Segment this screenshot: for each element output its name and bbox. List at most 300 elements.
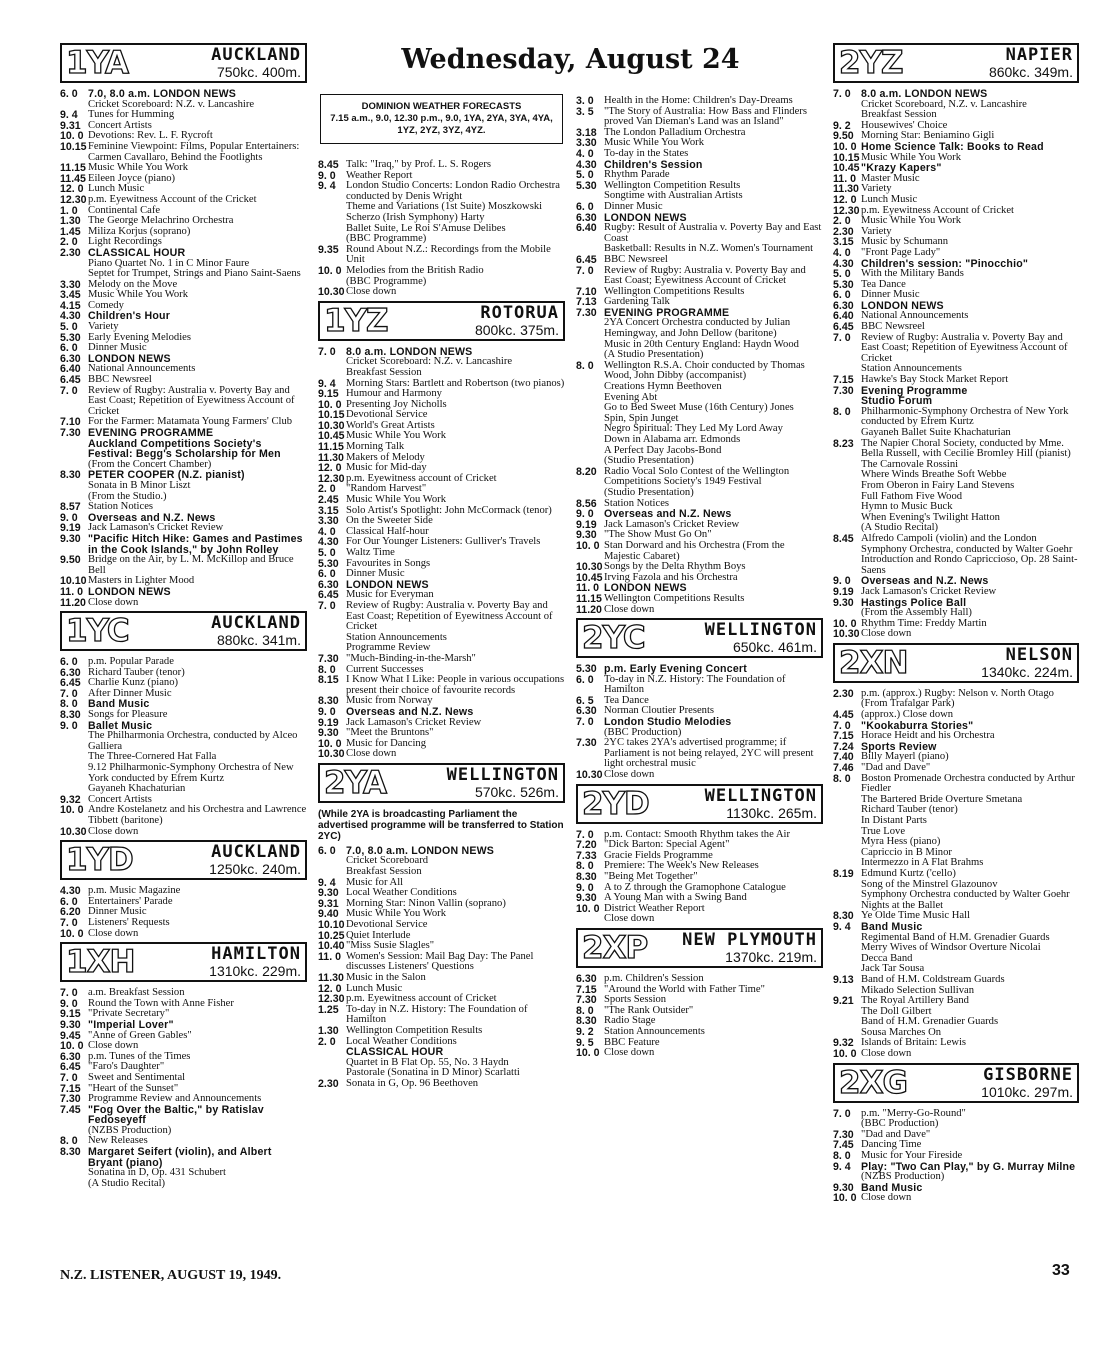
schedule-time [833, 470, 861, 481]
station-frequency: 1250kc. 240m. [209, 861, 301, 878]
schedule-time: 12.30 [833, 204, 860, 217]
schedule-row [60, 555, 307, 576]
schedule-time: 10.30 [833, 628, 860, 641]
schedule-row [318, 548, 565, 559]
schedule-programme: Band Music [861, 920, 923, 933]
schedule-row [318, 1026, 565, 1037]
schedule-time: 3.45 [60, 289, 81, 302]
schedule-time: 6. 0 [576, 200, 594, 213]
schedule-programme: Philharmonic-Symphony Orchestra of New York conducted by Efrem Kurtz [861, 405, 1069, 428]
schedule-programme: Jack Lamason's Cricket Review [346, 716, 482, 728]
schedule-programme: World's Great Artists [346, 419, 435, 431]
schedule-time: 9. 0 [833, 575, 851, 588]
station-note: (While 2YA is broadcasting Parliament the advertised programme will be transferred to Station 2YC) [318, 808, 564, 842]
schedule-programme: Melodies from the British Radio [346, 264, 484, 276]
schedule-programme: Music for Mid-day [346, 462, 427, 474]
schedule-time: 9. 5 [576, 1036, 594, 1049]
schedule-time: 8.30 [833, 910, 854, 923]
schedule-time: 9. 4 [60, 109, 78, 122]
weather-title: DOMINION WEATHER FORECASTS [361, 101, 522, 112]
schedule-time [833, 954, 861, 965]
schedule-time: 7.15 [833, 730, 854, 743]
schedule-time: 12. 0 [318, 982, 342, 995]
schedule-time: 5. 0 [833, 268, 851, 281]
schedule-programme: (BBC Programme) [346, 275, 427, 287]
schedule-programme: (From the Concert Chamber) [88, 458, 212, 470]
schedule-programme: Local Weather Conditions [346, 1035, 457, 1047]
footer-issue: N.Z. LISTENER, AUGUST 19, 1949. [60, 1268, 282, 1283]
schedule-row [60, 1073, 307, 1084]
schedule-programme: Quartet in B Flat Op. 55, No. 3 Haydn [346, 1056, 509, 1068]
schedule-programme: To-day in N.Z. History: The Foundation of Hamilton [604, 673, 786, 696]
schedule-time: 5.30 [318, 557, 339, 570]
schedule-time: 3.18 [576, 126, 597, 139]
schedule-time: 8. 0 [60, 698, 78, 711]
schedule-programme: Lunch Music [346, 982, 403, 994]
station-city: NAPIER [1005, 45, 1073, 65]
schedule-row [60, 1147, 307, 1168]
schedule-time: 10.30 [318, 286, 345, 299]
schedule-time: 6.40 [576, 222, 597, 235]
schedule-programme: Light Recordings [88, 236, 162, 248]
schedule-programme: Music by Schumann [861, 236, 949, 248]
schedule-row [576, 467, 823, 488]
schedule-programme: Jack Lamason's Cricket Review [861, 585, 997, 597]
schedule-programme: "Dad and Dave" [861, 762, 931, 774]
schedule-time: 7. 0 [60, 1071, 78, 1084]
station-callsign: 2YD [582, 785, 649, 822]
schedule-programme: 9.12 Philharmonic-Symphony Orchestra of New York conducted by Efrem Kurtz [88, 762, 294, 784]
schedule-time: 10.30 [576, 561, 603, 574]
schedule-time: 7. 0 [576, 264, 594, 277]
schedule-time: 7.30 [576, 306, 597, 319]
schedule-programme: Music While You Work [346, 908, 446, 920]
schedule-time: 9.19 [576, 518, 597, 531]
schedule-row [60, 763, 307, 784]
schedule-row [318, 1005, 565, 1026]
station-box-2xp [576, 928, 823, 968]
schedule-programme: Scherzo (Irish Symphony) Harty [346, 211, 485, 223]
schedule-time [833, 1017, 861, 1028]
schedule-row [60, 386, 307, 418]
schedule-time: 8. 0 [833, 1150, 851, 1163]
schedule-programme: Music While You Work [88, 289, 188, 301]
schedule-programme: Close down [88, 927, 139, 939]
schedule-list [833, 689, 1079, 1060]
schedule-row [833, 89, 1079, 100]
schedule-time: 6.45 [60, 677, 81, 690]
schedule-programme: p.m. Eyewitness account of Cricket [346, 993, 497, 1005]
schedule-programme: Gayaneh Khachaturian [88, 783, 186, 795]
schedule-row [576, 149, 823, 160]
schedule-time: 9. 4 [318, 377, 336, 390]
schedule-programme: Norman Cloutier Presents [604, 705, 715, 717]
schedule-programme: Myra Hess (piano) [861, 836, 941, 848]
schedule-time: 2.45 [318, 494, 339, 507]
schedule-programme: The George Melachrino Orchestra [88, 215, 234, 227]
schedule-time: 7.45 [833, 1139, 854, 1152]
schedule-programme: a.m. Breakfast Session [88, 987, 185, 999]
schedule-programme: Review of Rugby: Australia v. Poverty Bay and East Coast; Repetition of Eyewitness Account of Cricket [88, 384, 295, 417]
schedule-row [60, 827, 307, 838]
schedule-programme: (BBC Production) [604, 726, 682, 738]
schedule-time: 7.20 [576, 839, 597, 852]
schedule-list [833, 89, 1079, 640]
schedule-programme: Play: "Two Can Play," by G. Murray Milne [861, 1160, 1076, 1173]
schedule-list [60, 988, 307, 1189]
schedule-time: 10. 0 [60, 804, 84, 817]
schedule-programme: Songtime with Australian Artists [604, 190, 743, 202]
schedule-programme: Housewives' Choice [861, 119, 948, 131]
schedule-time: 10.15 [833, 151, 860, 164]
schedule-time: 10. 0 [576, 539, 600, 552]
schedule-programme: PETER COOPER (N.Z. pianist) [88, 469, 245, 482]
station-box-1xh [60, 942, 307, 982]
schedule-time: 8.30 [318, 695, 339, 708]
schedule-time: 4.45 [833, 709, 854, 722]
schedule-programme: "Fog Over the Baltic," by Ratislav Fedoseyeff [88, 1103, 264, 1127]
schedule-time: 3.30 [60, 278, 81, 291]
schedule-row [833, 248, 1079, 259]
schedule-row [60, 534, 307, 555]
schedule-time: 11.15 [318, 441, 344, 454]
schedule-programme: "The Show Must Go On" [604, 529, 712, 541]
schedule-programme: Early Evening Melodies [88, 331, 191, 343]
schedule-programme: Cricket Scoreboard: N.Z. v. Lancashire [88, 98, 255, 110]
schedule-programme: (Studio Presentation) [604, 455, 694, 467]
schedule-row [60, 248, 307, 259]
schedule-row [576, 1048, 823, 1059]
schedule-programme: Dinner Music [88, 906, 147, 918]
schedule-programme: Music for Your Fireside [861, 1150, 963, 1162]
schedule-row [833, 774, 1079, 795]
schedule-time: 4. 0 [318, 525, 336, 538]
schedule-programme: Devotional Service [346, 409, 428, 421]
schedule-time: 9.40 [318, 908, 339, 921]
schedule-programme: Current Successes [346, 663, 424, 675]
schedule-row [60, 439, 307, 460]
schedule-programme: (approx.) Close down [861, 709, 954, 721]
schedule-row [576, 318, 823, 339]
schedule-programme: Overseas and N.Z. News [861, 575, 989, 588]
schedule-programme: Quiet Interlude [346, 929, 411, 941]
schedule-row [60, 929, 307, 940]
schedule-time: 10. 0 [60, 927, 84, 940]
schedule-row [576, 488, 823, 499]
weather-box [320, 94, 563, 144]
schedule-time: 9. 2 [576, 1025, 594, 1038]
schedule-time: 10.30 [318, 419, 345, 432]
schedule-programme: Dinner Music [604, 200, 663, 212]
schedule-programme: EVENING PROGRAMME [88, 427, 214, 439]
schedule-programme: Talk: "Iraq," by Prof. L. S. Rogers [346, 159, 492, 170]
schedule-time: 9. 0 [60, 719, 78, 732]
schedule-programme: (NZBS Production) [88, 1124, 172, 1136]
station-box-2xn [833, 643, 1079, 683]
station-city: WELLINGTON [704, 620, 817, 641]
schedule-row [318, 1079, 565, 1090]
schedule-programme: Children's Session [604, 158, 703, 171]
schedule-row [833, 922, 1079, 933]
schedule-time: 8.30 [576, 1015, 597, 1028]
schedule-programme: Morning Stars: Bartlett and Robertson (two pianos) [346, 377, 565, 389]
schedule-programme: A to Z through the Gramophone Catalogue [604, 881, 786, 893]
schedule-programme: (NZBS Production) [861, 1171, 945, 1183]
schedule-programme: (BBC Programme) [346, 233, 427, 245]
schedule-time [576, 393, 604, 404]
schedule-time: 8. 0 [576, 860, 594, 873]
schedule-programme: Wellington Competition Results [604, 179, 741, 191]
schedule-programme: Gardening Talk [604, 296, 670, 308]
schedule-programme: (Studio Presentation) [604, 486, 694, 498]
station-box-2yc [576, 618, 823, 658]
schedule-programme: Devotions: Rev. L. F. Rycroft [88, 130, 213, 142]
schedule-programme: A Perfect Day Jacobs-Bond [604, 444, 722, 456]
schedule-programme: "Dick Barton: Special Agent" [604, 839, 730, 851]
schedule-time: 7. 0 [833, 331, 851, 344]
schedule-time: 7. 0 [833, 88, 851, 100]
schedule-row [576, 202, 823, 213]
schedule-programme: p.m. (approx.) Rugby: Nelson v. North Otago [861, 687, 1054, 699]
schedule-time: 8. 0 [833, 405, 851, 418]
schedule-time: 10.15 [318, 409, 345, 422]
schedule-time: 9.32 [833, 1037, 854, 1050]
schedule-time [60, 439, 88, 460]
schedule-programme: Auckland Competitions Society's Festival: Begg's Scholarship for Men [88, 437, 281, 461]
schedule-row [60, 1179, 307, 1190]
schedule-time [60, 1179, 88, 1190]
schedule-time: 6.45 [833, 321, 854, 334]
schedule-time [833, 837, 861, 848]
schedule-row [833, 481, 1079, 492]
schedule-time: 9.21 [833, 995, 854, 1008]
schedule-programme: Songs by the Delta Rhythm Boys [604, 561, 746, 573]
schedule-time: 8.30 [60, 469, 81, 482]
schedule-row [576, 675, 823, 696]
schedule-time: 7.15 [576, 983, 597, 996]
station-frequency: 570kc. 526m. [474, 783, 559, 800]
schedule-programme: Richard Tauber (tenor) [88, 666, 185, 678]
schedule-row [833, 142, 1079, 153]
schedule-programme: 7.0, 8.0 a.m. LONDON NEWS [88, 88, 237, 100]
schedule-time: 4.30 [318, 536, 339, 549]
schedule-time: 6. 5 [576, 694, 594, 707]
schedule-programme: Close down [346, 748, 397, 760]
schedule-row [60, 195, 307, 206]
schedule-time: 3.15 [833, 236, 854, 249]
station-city: AUCKLAND [211, 45, 301, 65]
schedule-programme: Close down [861, 628, 912, 640]
schedule-row [318, 181, 565, 202]
schedule-programme: p.m. Contact: Smooth Rhythm takes the Air [604, 828, 790, 840]
schedule-time: 9. 4 [318, 180, 336, 193]
schedule-programme: p.m. Early Evening Concert [604, 663, 747, 676]
schedule-time: 9.30 [318, 727, 339, 740]
schedule-programme: Classical Half-hour [346, 525, 429, 537]
schedule-programme: Gayaneh Ballet Suite Khachaturian [861, 427, 1011, 438]
schedule-programme: "Heart of the Sunset" [88, 1082, 179, 1094]
schedule-list [318, 347, 565, 760]
schedule-time: 9. 0 [318, 705, 336, 718]
schedule-programme: Morning Star: Ninon Vallin (soprano) [346, 897, 506, 909]
schedule-programme: For Our Younger Listeners: Gulliver's Travels [346, 536, 541, 548]
station-info [909, 646, 1077, 680]
schedule-programme: Programme Review [346, 642, 431, 654]
schedule-programme: Hawke's Bay Stock Market Report [861, 374, 1009, 386]
schedule-row [60, 587, 307, 598]
station-frequency: 1010kc. 297m. [981, 1083, 1073, 1100]
schedule-time: 6.45 [60, 374, 81, 387]
schedule-time: 10. 0 [576, 1047, 600, 1060]
schedule-programme: Lunch Music [861, 193, 918, 205]
schedule-time [833, 428, 861, 439]
schedule-time: 9. 0 [576, 508, 594, 521]
schedule-programme: Charlie Kunz (piano) [88, 677, 179, 689]
schedule-programme: Creations Hymn Beethoven [604, 381, 722, 393]
schedule-programme: Close down [346, 286, 397, 298]
schedule-time: 8.19 [833, 867, 854, 880]
schedule-time [60, 1168, 88, 1179]
schedule-programme: Music While You Work [346, 494, 446, 506]
schedule-time [318, 213, 346, 224]
schedule-row [60, 142, 307, 163]
schedule-time: 12.30 [318, 993, 345, 1006]
schedule-programme: Hymn to Music Buck [861, 501, 953, 513]
station-box-1ya [60, 43, 307, 83]
schedule-programme: The Napier Choral Society, conducted by Mme. Bella Russell, with Cecilie Bromley Hill (pianist) [861, 437, 1071, 460]
schedule-time: 10.10 [60, 575, 87, 588]
schedule-programme: Programme Review and Announcements [88, 1093, 262, 1105]
schedule-programme: With the Military Bands [861, 268, 964, 280]
schedule-list [576, 96, 823, 615]
schedule-programme: Master Music [861, 172, 920, 184]
schedule-time: 9.30 [833, 1181, 854, 1194]
schedule-programme: On the Sweeter Side [346, 515, 433, 527]
schedule-time: 7. 0 [318, 345, 336, 358]
schedule-time: 9. 0 [576, 881, 594, 894]
schedule-programme: Band Music [88, 698, 150, 711]
schedule-programme: LONDON NEWS [604, 211, 687, 224]
schedule-time: 7.45 [60, 1103, 81, 1116]
schedule-time: 7.30 [576, 737, 597, 750]
schedule-programme: Eileen Joyce (piano) [88, 172, 176, 184]
schedule-time: 6.30 [60, 1050, 81, 1063]
schedule-time: 4.15 [60, 299, 81, 312]
station-callsign: 2YA [324, 764, 387, 801]
schedule-time: 10.10 [318, 919, 345, 932]
schedule-time: 8. 0 [576, 359, 594, 372]
schedule-time: 9.15 [318, 388, 339, 401]
schedule-programme: Close down [604, 1047, 655, 1059]
schedule-programme: Close down [604, 913, 655, 925]
schedule-programme: Mikado Selection Sullivan [861, 984, 974, 996]
schedule-time: 7.30 [833, 384, 854, 397]
schedule-programme: Review of Rugby: Australia v. Poverty Bay and East Coast; Repetition of Eyewitness Account of Cricket [861, 331, 1068, 364]
schedule-time [576, 446, 604, 457]
schedule-programme: Down in Alabama arr. Edmonds [604, 434, 741, 445]
schedule-programme: Sonatina in D, Op. 431 Schubert [88, 1167, 226, 1179]
schedule-time: 9.32 [60, 793, 81, 806]
schedule-programme: Station Announcements [346, 631, 447, 643]
schedule-time: 7. 0 [60, 687, 78, 700]
schedule-programme: Entertainers' Parade [88, 895, 173, 907]
schedule-time: 9.45 [60, 1029, 81, 1042]
schedule-programme: Symphony Orchestra conducted by Walter Goehr [861, 889, 1070, 901]
schedule-time [318, 1058, 346, 1069]
station-callsign: 2XG [839, 1064, 907, 1101]
schedule-time [833, 481, 861, 492]
schedule-programme: Wellington Competitions Results [604, 285, 745, 297]
schedule-programme: The Carnovale Rossini [861, 458, 959, 470]
schedule-programme: Islands of Britain: Lewis [861, 1037, 967, 1049]
schedule-row [576, 872, 823, 883]
schedule-time: 10. 0 [833, 140, 857, 153]
schedule-programme: Sonata in G, Op. 96 Beethoven [346, 1077, 479, 1089]
schedule-time: 7.15 [60, 1082, 81, 1095]
schedule-time: 10. 0 [833, 1192, 857, 1205]
schedule-programme: Music for Everyman [346, 589, 434, 601]
schedule-programme: In Distant Parts [861, 815, 927, 826]
schedule-programme: Continental Cafe [88, 204, 161, 216]
schedule-programme: The London Palladium Orchestra [604, 126, 746, 138]
schedule-programme: Basketball: Results in N.Z. Women's Tournament [604, 243, 814, 255]
schedule-time: 6.45 [60, 1061, 81, 1074]
schedule-programme: "Front Page Lady" [861, 246, 941, 258]
station-callsign: 2YC [582, 620, 645, 657]
schedule-row [60, 1020, 307, 1031]
schedule-time: 2.30 [60, 246, 81, 259]
station-city: WELLINGTON [704, 785, 817, 806]
schedule-time: 2.30 [318, 1077, 339, 1090]
schedule-time: 9. 4 [833, 1160, 851, 1173]
schedule-programme: Review of Rugby: Australia v. Poverty Bay and East Coast; Repetition of Eyewitness Account of Cricket [346, 599, 553, 633]
schedule-programme: Andre Kostelanetz and his Orchestra and Lawrence Tibbett (baritone) [88, 804, 307, 826]
schedule-row [576, 255, 823, 266]
schedule-programme: Boston Promenade Orchestra conducted by Arthur Fiedler [861, 772, 1075, 795]
schedule-time: 11.15 [576, 592, 602, 605]
schedule-programme: Solo Artist's Spotlight: John McCormack (tenor) [346, 504, 552, 516]
schedule-time: 4.30 [833, 257, 854, 270]
schedule-programme: "Much-Binding-in-the-Marsh" [346, 652, 476, 664]
station-info [135, 843, 305, 877]
schedule-programme: Women's Session: Mail Bag Day: The Panel discusses Listeners' Questions [346, 950, 534, 973]
schedule-time: 7. 0 [576, 828, 594, 841]
schedule-programme: (BBC Production) [861, 1118, 939, 1130]
schedule-time: 12. 0 [833, 193, 857, 206]
schedule-row [833, 629, 1079, 640]
schedule-programme: "Miss Susie Slagles" [346, 940, 435, 952]
schedule-time [833, 502, 861, 513]
schedule-programme: 7.0, 8.0 a.m. LONDON NEWS [346, 844, 495, 857]
schedule-time: 8.20 [576, 465, 597, 478]
schedule-row [318, 287, 565, 298]
schedule-row [318, 707, 565, 718]
schedule-row [576, 107, 823, 128]
schedule-time: 8.15 [318, 674, 339, 687]
schedule-programme: Comedy [88, 299, 124, 311]
station-callsign: 1YD [66, 842, 133, 879]
schedule-time: 10.25 [318, 929, 345, 942]
schedule-programme: Morning Talk [346, 441, 405, 453]
schedule-row [60, 805, 307, 826]
schedule-time: 6.30 [576, 211, 597, 224]
schedule-time: 4.30 [576, 158, 597, 171]
schedule-time: 8.23 [833, 437, 854, 450]
schedule-time: 11. 0 [318, 950, 341, 963]
weather-text: 7.15 a.m., 9.0, 12.30 p.m., 9.0, 1YA, 2YA, 3YA, 4YA, 1YZ, 2YZ, 3YZ, 4YZ. [330, 113, 553, 136]
schedule-programme: p.m. "Merry-Go-Round" [861, 1107, 966, 1119]
schedule-time: 8.56 [576, 497, 597, 510]
